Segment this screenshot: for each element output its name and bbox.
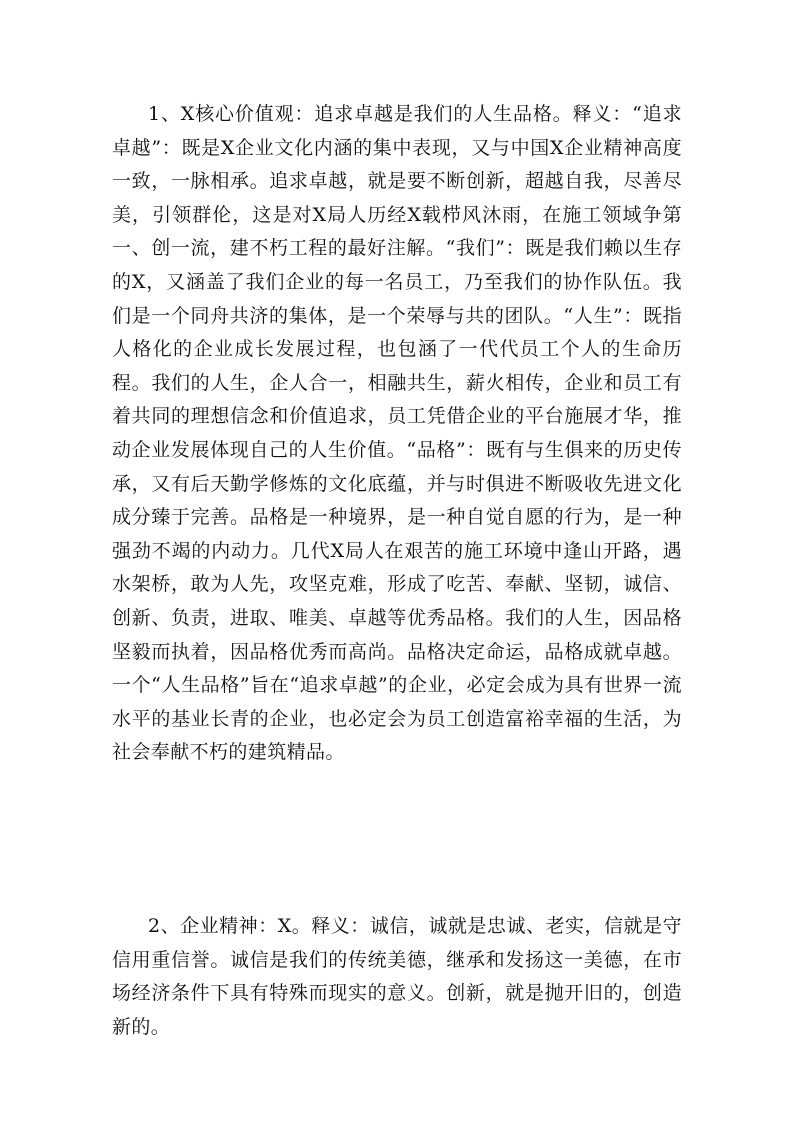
paragraph-core-values: 1、X核心价值观：追求卓越是我们的人生品格。释义：“追求卓越”：既是X企业文化内涵的集中表现，又与中国X企业精神高度一致，一脉相承。追求卓越，就是要不断创新，超越自我，尽善尽美，引领群伦，这是对X局人历经X载栉风沐雨，在施工领域争第一、创一流，建不朽工程的最好注解。“我们”：既是我们赖以生存的X，又涵盖了我们企业的每一名员工，乃至我们的协作队伍。我们是一个同舟共济的集体，是一个荣辱与共的团队。“人生”：既指人格化的企业成长发展过程，也包涵了一代代员工个人的生命历程。我们的人生，企人合一，相融共生，薪火相传，企业和员工有着共同的理想信念和价值追求，员工凭借企业的平台施展才华，推动企业发展体现自己的人生价值。“品格”：既有与生俱来的历史传承，又有后天勤学修炼的文化底蕴，并与时俱进不断吸收先进文化成分臻于完善。品格是一种境界，是一种自觉自愿的行为，是一种强劲不竭的内动力。几代X局人在艰苦的施工环境中逢山开路，遇水架桥，敢为人先，攻坚克难，形成了吃苦、奉献、坚韧，诚信、创新、负责，进取、唯美、卓越等优秀品格。我们的人生，因品格坚毅而执着，因品格优秀而高尚。品格决定命运，品格成就卓越。一个“人生品格”旨在“追求卓越”的企业，必定会成为具有世界一流水平的基业长青的企业，也必定会为员工创造富裕幸福的生活，为社会奉献不朽的建筑精品。 [112,103,682,764]
paragraph-enterprise-spirit: 2、企业精神：X。释义：诚信，诚就是忠诚、老实，信就是守信用重信誉。诚信是我们的传统美德，继承和发扬这一美德，在市场经济条件下具有特殊而现实的意义。创新，就是抛开旧的，创造新的。 [112,915,682,1038]
